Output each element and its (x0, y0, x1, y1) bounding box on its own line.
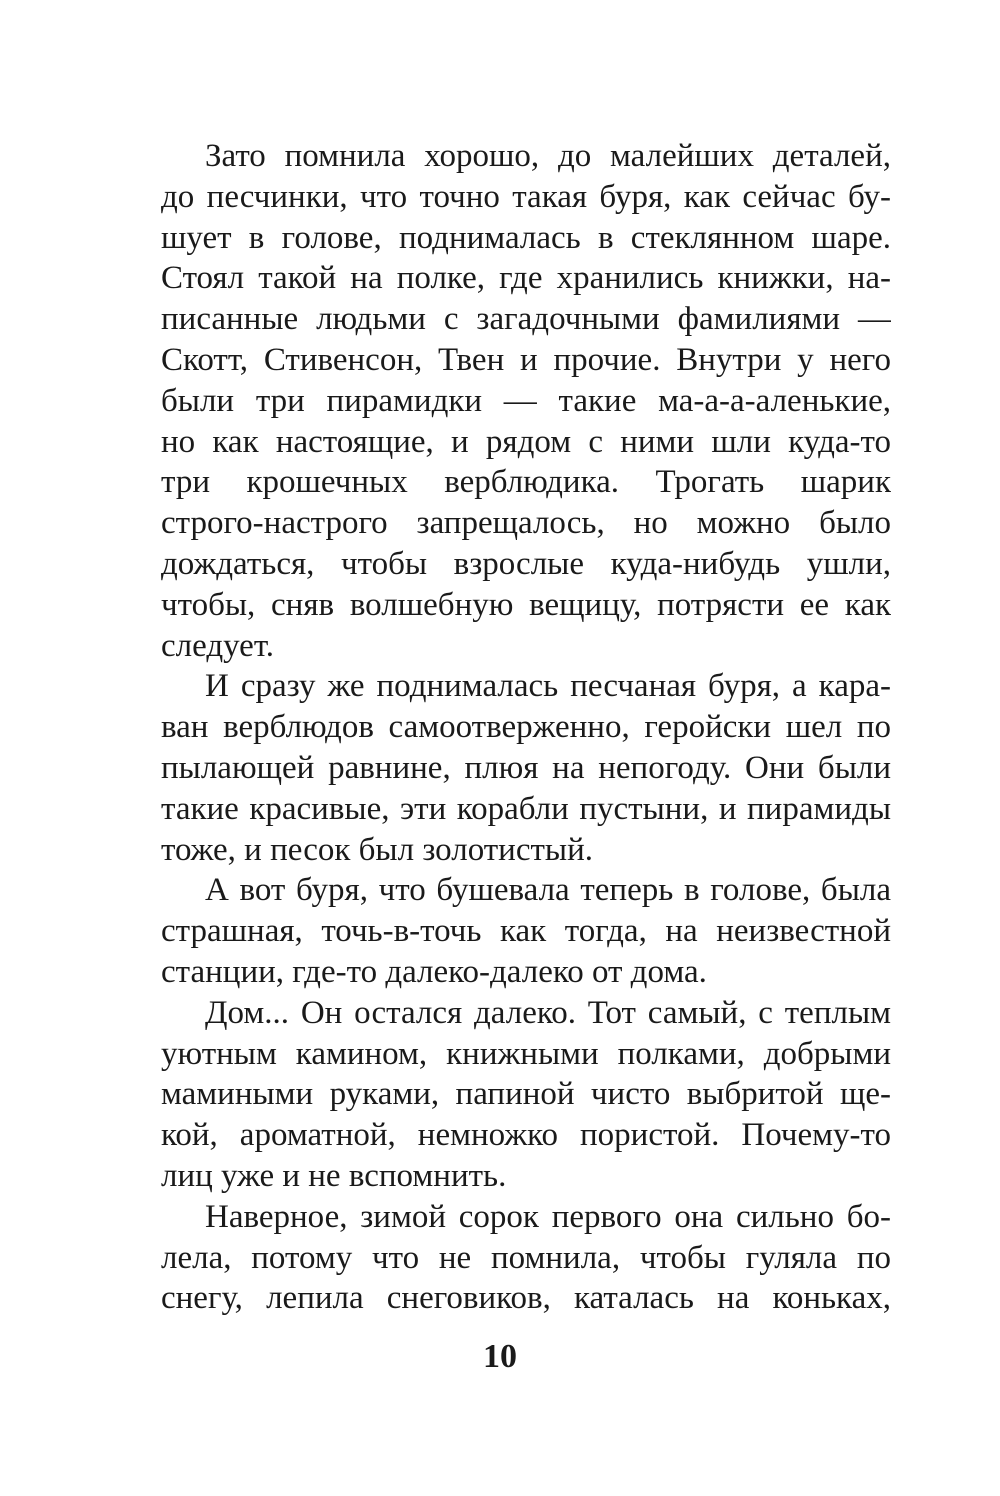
text-line: тоже, и песок был золотистый. (161, 831, 593, 868)
text-line: ван верблюдов самоотверженно, геройски шел по (161, 709, 891, 746)
text-line: до песчинки, что точно такая буря, как сейчас бу- (161, 178, 891, 215)
text-line: но как настоящие, и рядом с ними шли куда-то (161, 423, 891, 460)
text-line: Зато помнила хорошо, до малейших деталей, (205, 138, 891, 174)
text-line: Наверное, зимой сорок первого она сильно бо- (205, 1198, 891, 1235)
text-line: И сразу же поднималась песчаная буря, а кара- (205, 668, 891, 705)
page-number: 10 (483, 1338, 517, 1375)
text-line: страшная, точь-в-точь как тогда, на неизвестной (161, 913, 891, 950)
text-line: А вот буря, что бушевала теперь в голове, была (205, 872, 891, 909)
text-line: такие красивые, эти корабли пустыни, и пирамиды (161, 790, 891, 827)
text-line: следует. (161, 627, 275, 664)
text-line: были три пирамидки — такие ма-а-а-аленькие, (161, 382, 891, 419)
text-line: пылающей равнине, плюя на непогоду. Они были (161, 749, 891, 786)
text-line: лела, потому что не помнила, чтобы гуляла по (161, 1239, 891, 1276)
text-line: шует в голове, поднималась в стеклянном шаре. (161, 219, 891, 256)
text-line: снегу, лепила снеговиков, каталась на коньках, (161, 1280, 891, 1317)
text-line: писанные людьми с загадочными фамилиями — (161, 301, 891, 338)
text-line: лиц уже и не вспомнить. (161, 1157, 507, 1194)
text-line: Стоял такой на полке, где хранились книжки, на- (161, 260, 891, 297)
text-line: станции, где-то далеко-далеко от дома. (161, 953, 707, 990)
text-line: три крошечных верблюдика. Трогать шарик (161, 464, 891, 501)
text-line: чтобы, сняв волшебную вещицу, потрясти ее как (161, 586, 891, 623)
text-line: строго-настрого запрещалось, но можно было (161, 505, 891, 542)
text-line: Дом... Он остался далеко. Тот самый, с теплым (205, 994, 891, 1031)
text-line: дождаться, чтобы взрослые куда-нибудь ушли, (161, 545, 891, 582)
text-line: мамиными руками, папиной чисто выбритой ще- (161, 1076, 891, 1113)
text-line: Скотт, Стивенсон, Твен и прочие. Внутри у него (161, 341, 891, 378)
body-text (161, 136, 891, 1319)
text-line: уютным камином, книжными полками, добрыми (161, 1035, 891, 1072)
text-line: кой, ароматной, немножко пористой. Почему-то (161, 1117, 891, 1154)
